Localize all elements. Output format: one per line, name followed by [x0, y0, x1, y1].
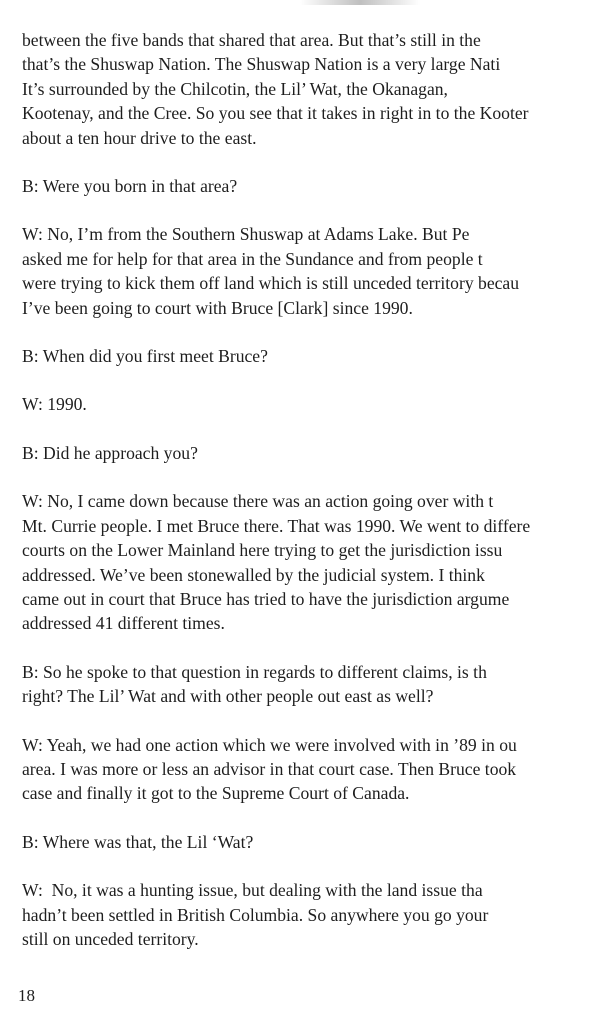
paragraph-6: B: Did he approach you? — [22, 442, 198, 463]
paragraph-7: W: No, I came down because there was an action going over with t Mt. Currie people. I met Bruce there. That was 1990. We went to differe courts on the Lower Mainland here trying to get the jurisdiction issu addressed. We’ve been stonewalled by the judicial system. I think came out in court that Bruce has tried to have the jurisdiction argume addressed 41 different times. — [22, 491, 531, 634]
paragraph-2: B: Were you born in that area? — [22, 176, 238, 197]
paragraph-10: B: Where was that, the Lil ‘Wat? — [22, 831, 254, 852]
paragraph-5: W: 1990. — [22, 394, 87, 415]
paragraph-11: W: No, it was a hunting issue, but dealing with the land issue tha hadn’t been settled in British Columbia. So anywhere you go your still on unceded territory. — [22, 880, 489, 949]
page-number: 18 — [18, 986, 35, 1005]
paragraph-3: W: No, I’m from the Southern Shuswap at Adams Lake. But Pe asked me for help for that area in the Sundance and from people t were trying to kick them off land which is still unceded territory becau I’ve been going to court with Bruce [Clark] since 1990. — [22, 224, 520, 318]
paragraph-9: W: Yeah, we had one action which we were involved with in ’89 in ou area. I was more or less an advisor in that court case. Then Bruce took case and finally it got to the Supreme Court of Canada. — [22, 734, 517, 804]
scan-top-mark — [300, 0, 420, 5]
paragraph-1: between the five bands that shared that area. But that’s still in the that’s the Shuswap Nation. The Shuswap Nation is a very large Nati It’s surrounded by the Chilcotin, the Lil’ Wat, the Okanagan, Kootenay, and the Cree. So you see that it takes in right in to the Kooter about a ten hour drive to the east. — [22, 30, 529, 148]
document-page — [22, 28, 608, 975]
paragraph-4: B: When did you first meet Bruce? — [22, 346, 268, 367]
paragraph-8: B: So he spoke to that question in regards to different claims, is th right? The Lil’ Wat and with other people out east as well? — [22, 661, 487, 707]
